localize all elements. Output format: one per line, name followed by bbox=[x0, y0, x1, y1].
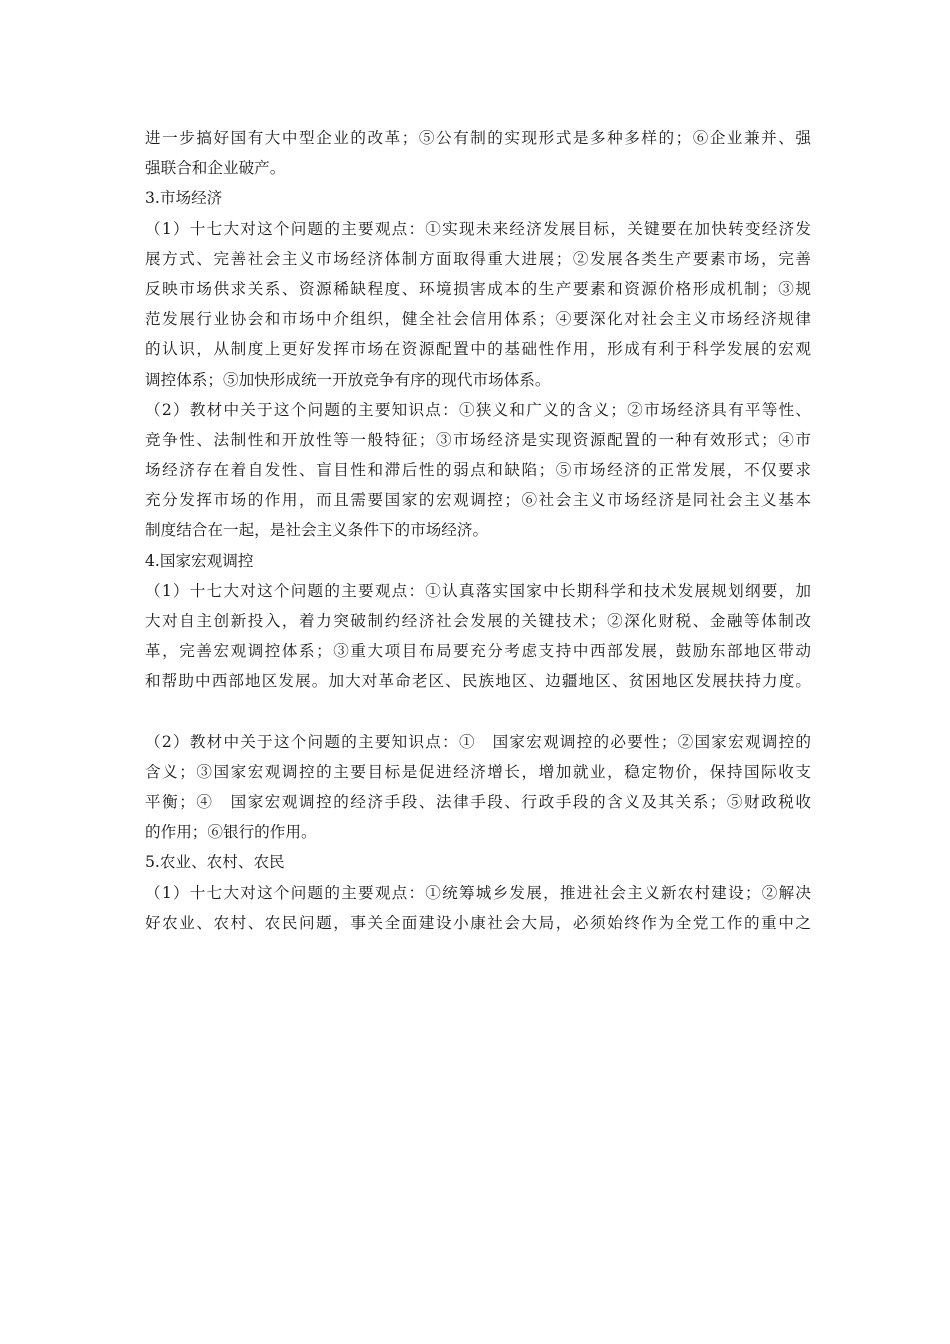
paragraph-line: 竞争性、法制性和开放性等一般特征；③市场经济是实现资源配置的一种有效形式；④市 bbox=[145, 430, 811, 449]
paragraph-line: 平衡；④ 国家宏观调控的经济手段、法律手段、行政手段的含义及其关系；⑤财政税收 bbox=[145, 792, 811, 811]
section-heading: 3.市场经济 bbox=[145, 189, 223, 208]
paragraph-line: 的认识，从制度上更好发挥市场在资源配置中的基础性作用，形成有利于科学发展的宏观 bbox=[145, 340, 811, 359]
paragraph-line: 的作用；⑥银行的作用。 bbox=[145, 823, 317, 842]
paragraph-line: 革，完善宏观调控体系；③重大项目布局要充分考虑支持中西部发展，鼓励东部地区带动 bbox=[145, 642, 811, 661]
paragraph-line: 充分发挥市场的作用，而且需要国家的宏观调控；⑥社会主义市场经济是同社会主义基本 bbox=[145, 491, 811, 510]
paragraph-line: 制度结合在一起，是社会主义条件下的市场经济。 bbox=[145, 521, 489, 540]
paragraph-line: （1）十七大对这个问题的主要观点：①实现未来经济发展目标，关键要在加快转变经济发 bbox=[145, 219, 811, 238]
paragraph-line: 含义；③国家宏观调控的主要目标是促进经济增长，增加就业，稳定物价，保持国际收支 bbox=[145, 762, 811, 781]
paragraph-line: 和帮助中西部地区发展。加大对革命老区、民族地区、边疆地区、贫困地区发展扶持力度。 bbox=[145, 672, 811, 691]
paragraph-line: 反映市场供求关系、资源稀缺程度、环境损害成本的生产要素和资源价格形成机制；③规 bbox=[145, 279, 811, 298]
paragraph-line: 范发展行业协会和市场中介组织，健全社会信用体系；④要深化对社会主义市场经济规律 bbox=[145, 310, 811, 329]
paragraph-line: 调控体系；⑤加快形成统一开放竞争有序的现代市场体系。 bbox=[145, 370, 551, 389]
paragraph-line: （2）教材中关于这个问题的主要知识点：①狭义和广义的含义；②市场经济具有平等性、 bbox=[145, 400, 811, 419]
paragraph-line: 进一步搞好国有大中型企业的改革；⑤公有制的实现形式是多种多样的；⑥企业兼并、强 bbox=[145, 129, 811, 147]
paragraph-line: 展方式、完善社会主义市场经济体制方面取得重大进展；②发展各类生产要素市场，完善 bbox=[145, 249, 811, 268]
paragraph-line: 大对自主创新投入，着力突破制约经济社会发展的关键技术；②深化财税、金融等体制改 bbox=[145, 612, 811, 630]
section-heading: 4.国家宏观调控 bbox=[145, 551, 254, 570]
paragraph-line: （2）教材中关于这个问题的主要知识点：① 国家宏观调控的必要性；②国家宏观调控的 bbox=[145, 732, 811, 751]
paragraph-line: 场经济存在着自发性、盲目性和滞后性的弱点和缺陷；⑤市场经济的正常发展，不仅要求 bbox=[145, 461, 811, 480]
paragraph-line: （1）十七大对这个问题的主要观点：①认真落实国家中长期科学和技术发展规划纲要，加 bbox=[145, 581, 811, 600]
paragraph-line: （1）十七大对这个问题的主要观点：①统筹城乡发展，推进社会主义新农村建设；②解决 bbox=[145, 883, 811, 902]
paragraph-line: 好农业、农村、农民问题，事关全面建设小康社会大局，必须始终作为全党工作的重中之 bbox=[145, 913, 811, 932]
document-body bbox=[145, 123, 811, 938]
paragraph-gap bbox=[145, 697, 811, 727]
paragraph-line: 强联合和企业破产。 bbox=[145, 159, 286, 178]
section-heading: 5.农业、农村、农民 bbox=[145, 853, 285, 872]
